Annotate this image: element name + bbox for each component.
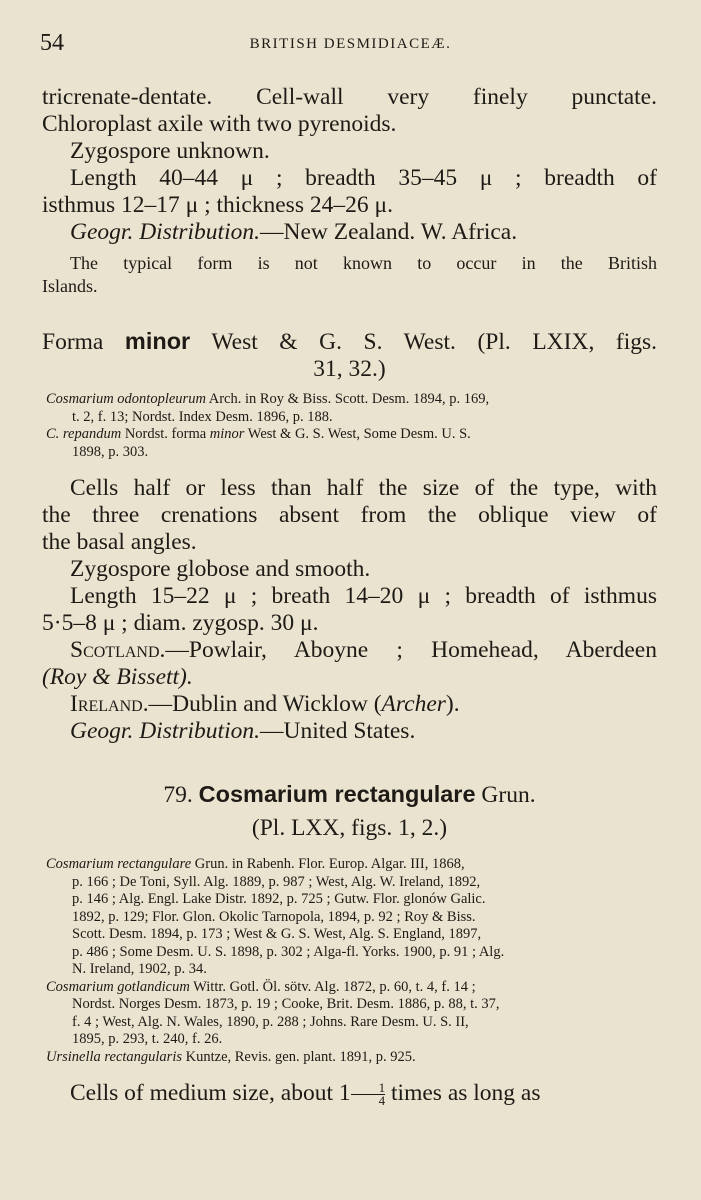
- forma-desc-line-3: the basal angles.: [42, 529, 197, 555]
- forma-measure-line-1: Length 15–22 μ ; breath 14–20 μ ; breadth of isthmus: [70, 583, 657, 609]
- forma-measure-line-2: 5·5–8 μ ; diam. zygosp. 30 μ.: [42, 610, 319, 636]
- species-plate: (Pl. LXX, figs. 1, 2.): [251, 815, 448, 841]
- species-desc-line-1: Cells of medium size, about 1 $\frac{1}{4}$ times as long as: [70, 1080, 541, 1108]
- forma-figs: 31, 32.): [313, 356, 386, 382]
- species-number: 79.: [163, 782, 199, 808]
- forma-desc-line-2: the three crenations absent from the oblique view of: [42, 502, 657, 528]
- prev-desc-line-2: Chloroplast axile with two pyrenoids.: [42, 111, 397, 137]
- prev-desc-line-1: tricrenate-dentate. Cell-wall very finely punctate.: [42, 84, 657, 110]
- forma-zygospore: Zygospore globose and smooth.: [70, 556, 371, 582]
- prev-measure-line-1: Length 40–44 μ ; breadth 35–45 μ ; breadth of: [70, 165, 657, 191]
- page-number: 54: [40, 30, 64, 56]
- prev-measure-line-2: isthmus 12–17 μ ; thickness 24–26 μ.: [42, 192, 393, 218]
- prev-note-line-1: The typical form is not known to occur in the British: [70, 253, 657, 273]
- forma-distribution: Geogr. Distribution.—United States.: [70, 718, 416, 744]
- prev-distribution: [42, 219, 657, 246]
- species-synonym-1: Cosmarium rectangulare Grun. in Rabenh. Flor. Europ. Algar. III, 1868, p. 166 ; De Toni, Syll. Alg. 1889, p. 987 ; West, Alg. W. Ireland, 1892, p. 146 ; Alg. Engl. Lake Distr. 1892, p. 725 ; Gutw. Flor. glonów Galic. 1892, p. 129; Flor. Glon. Okolic Tarnopola, 1894, p. 92 ; Roy & Biss. Scott. Desm. 1894, p. 173 ; West & G. S. West, Alg. S. England, 1897, p. 486 ; Some Desm. U. S. 1898, p. 302 ; Alga-fl. Yorks. 1900, p. 91 ; Alg. N. Ireland, 1902, p. 34.: [46, 856, 505, 977]
- distribution-label: Geogr. Distribution.: [70, 219, 260, 245]
- prev-note-line-2: Islands.: [42, 276, 98, 296]
- species-heading: [42, 781, 657, 809]
- page-body: [42, 84, 657, 1107]
- distribution-text: —New Zealand. W. Africa.: [259, 219, 518, 245]
- forma-name: minor: [124, 328, 191, 354]
- species-name: Cosmarium rectangulare: [198, 781, 476, 807]
- forma-synonym-2: C. repandum Nordst. forma minor West & G. S. West, Some Desm. U. S. 1898, p. 303.: [46, 426, 471, 460]
- species-authority: Grun.: [475, 782, 536, 808]
- forma-scotland-collector: (Roy & Bissett).: [42, 664, 193, 690]
- fraction-one-quarter: $\frac{1}{4}$: [351, 1082, 386, 1107]
- running-title: BRITISH DESMIDIACEÆ.: [249, 36, 452, 52]
- species-synonym-2: Cosmarium gotlandicum Wittr. Gotl. Öl. sötv. Alg. 1872, p. 60, t. 4, f. 14 ; Nordst. Norges Desm. 1873, p. 19 ; Cooke, Brit. Desm. 1886, p. 88, t. 37, f. 4 ; West, Alg. N. Wales, 1890, p. 288 ; Johns. Rare Desm. U. S. II, 1895, p. 293, t. 240, f. 26.: [46, 978, 500, 1047]
- species-synonym-3: Ursinella rectangularis Kuntze, Revis. gen. plant. 1891, p. 925.: [46, 1048, 416, 1065]
- prev-zygospore: Zygospore unknown.: [70, 138, 270, 164]
- forma-desc-line-1: Cells half or less than half the size of the type, with: [70, 475, 657, 501]
- forma-scotland: Scotland.—Powlair, Aboyne ; Homehead, Aberdeen: [70, 637, 657, 663]
- forma-synonym-1: Cosmarium odontopleurum Arch. in Roy & Biss. Scott. Desm. 1894, p. 169, t. 2, f. 13; Nordst. Index Desm. 1896, p. 188.: [46, 391, 490, 425]
- forma-heading: Forma minor West & G. S. West. (Pl. LXIX, figs.: [42, 328, 657, 355]
- page-header: [40, 30, 661, 60]
- forma-ireland: Ireland.—Dublin and Wicklow (Archer).: [70, 691, 460, 717]
